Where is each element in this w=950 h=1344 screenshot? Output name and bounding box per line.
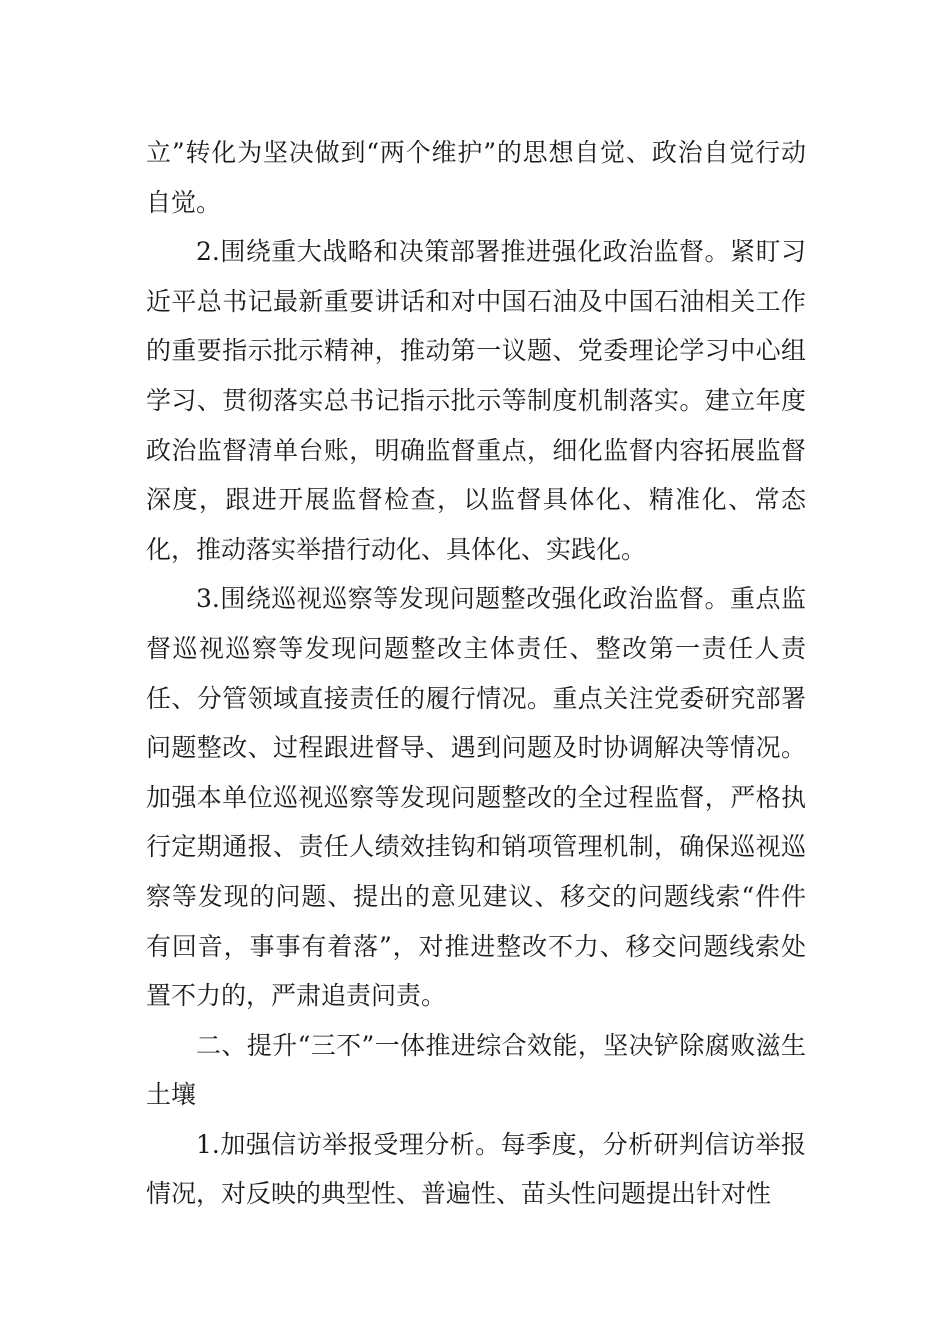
paragraph-item-2: 2.围绕重大战略和决策部署推进强化政治监督。紧盯习近平总书记最新重要讲话和对中国石油及中国石油相关工作的重要指示批示精神，推动第一议题、党委理论学习中心组学习、贯彻落实总书记指示批示等制度机制落实。建立年度政治监督清单台账，明确监督重点，细化监督内容拓展监督深度，跟进开展监督检查，以监督具体化、精准化、常态化，推动落实举措行动化、具体化、实践化。 — [146, 237, 806, 564]
paragraph-item-3: 3.围绕巡视巡察等发现问题整改强化政治监督。重点监督巡视巡察等发现问题整改主体责任、整改第一责任人责任、分管领域直接责任的履行情况。重点关注党委研究部署问题整改、过程跟进督导、遇到问题及时协调解决等情况。加强本单位巡视巡察等发现问题整改的全过程监督，严格执行定期通报、责任人绩效挂钩和销项管理机制，确保巡视巡察等发现的问题、提出的意见建议、移交的问题线索“件件有回音，事事有着落”，对推进整改不力、移交问题线索处置不力的，严肃追责问责。 — [146, 584, 806, 1011]
section-heading-2: 二、提升“三不”一体推进综合效能，坚决铲除腐败滋生土壤 — [146, 1030, 806, 1110]
paragraph-item-1: 1.加强信访举报受理分析。每季度，分析研判信访举报情况，对反映的典型性、普遍性、苗头性问题提出针对性 — [146, 1129, 806, 1209]
document-body — [146, 128, 806, 1219]
paragraph-continuation: 立”转化为坚决做到“两个维护”的思想自觉、政治自觉行动自觉。 — [146, 138, 806, 217]
